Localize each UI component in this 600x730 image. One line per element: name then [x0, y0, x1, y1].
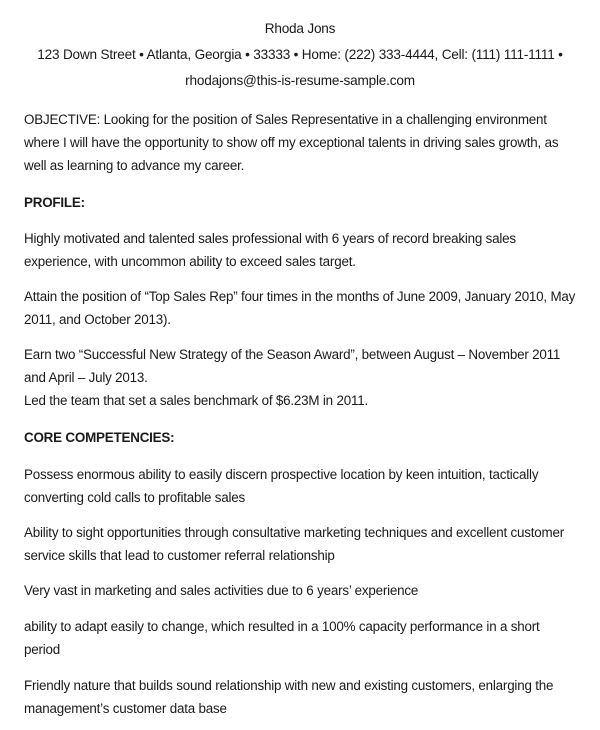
- competency-item: Ability to sight opportunities through consultative marketing techniques and excellent customer service skills that lead to customer referral relationship: [24, 525, 565, 563]
- contact-line: 123 Down Street • Atlanta, Georgia • 33333 • Home: (222) 333-4444, Cell: (111) 111-1111 •: [37, 47, 563, 62]
- competencies-heading: CORE COMPETENCIES:: [24, 430, 175, 445]
- competency-item: Friendly nature that builds sound relationship with new and existing customers, enlarging the management’s customer data base: [24, 678, 554, 716]
- competency-item: Very vast in marketing and sales activities due to 6 years’ experience: [24, 583, 419, 598]
- resume-header: [24, 0, 576, 94]
- candidate-name: Rhoda Jons: [264, 21, 336, 36]
- objective-paragraph: OBJECTIVE: Looking for the position of Sales Representative in a challenging environment where I will have the opportunity to show off my exceptional talents in driving sales growth, as well as learning to advance my career.: [24, 112, 559, 173]
- profile-item: Earn two “Successful New Strategy of the Season Award”, between August – November 2011 and April – July 2013.: [24, 347, 561, 385]
- email-address: rhodajons@this-is-resume-sample.com: [185, 73, 415, 88]
- competency-item: ability to adapt easily to change, which resulted in a 100% capacity performance in a short period: [24, 619, 540, 657]
- profile-item: Led the team that set a sales benchmark of $6.23M in 2011.: [24, 393, 368, 408]
- profile-heading: PROFILE:: [24, 195, 85, 210]
- profile-item: Attain the position of “Top Sales Rep” four times in the months of June 2009, January 2010, May 2011, and October 2013).: [24, 289, 576, 327]
- profile-item: Highly motivated and talented sales professional with 6 years of record breaking sales experience, with uncommon ability to exceed sales target.: [24, 231, 516, 269]
- competency-item: Possess enormous ability to easily discern prospective location by keen intuition, tactically converting cold calls to profitable sales: [24, 467, 539, 505]
